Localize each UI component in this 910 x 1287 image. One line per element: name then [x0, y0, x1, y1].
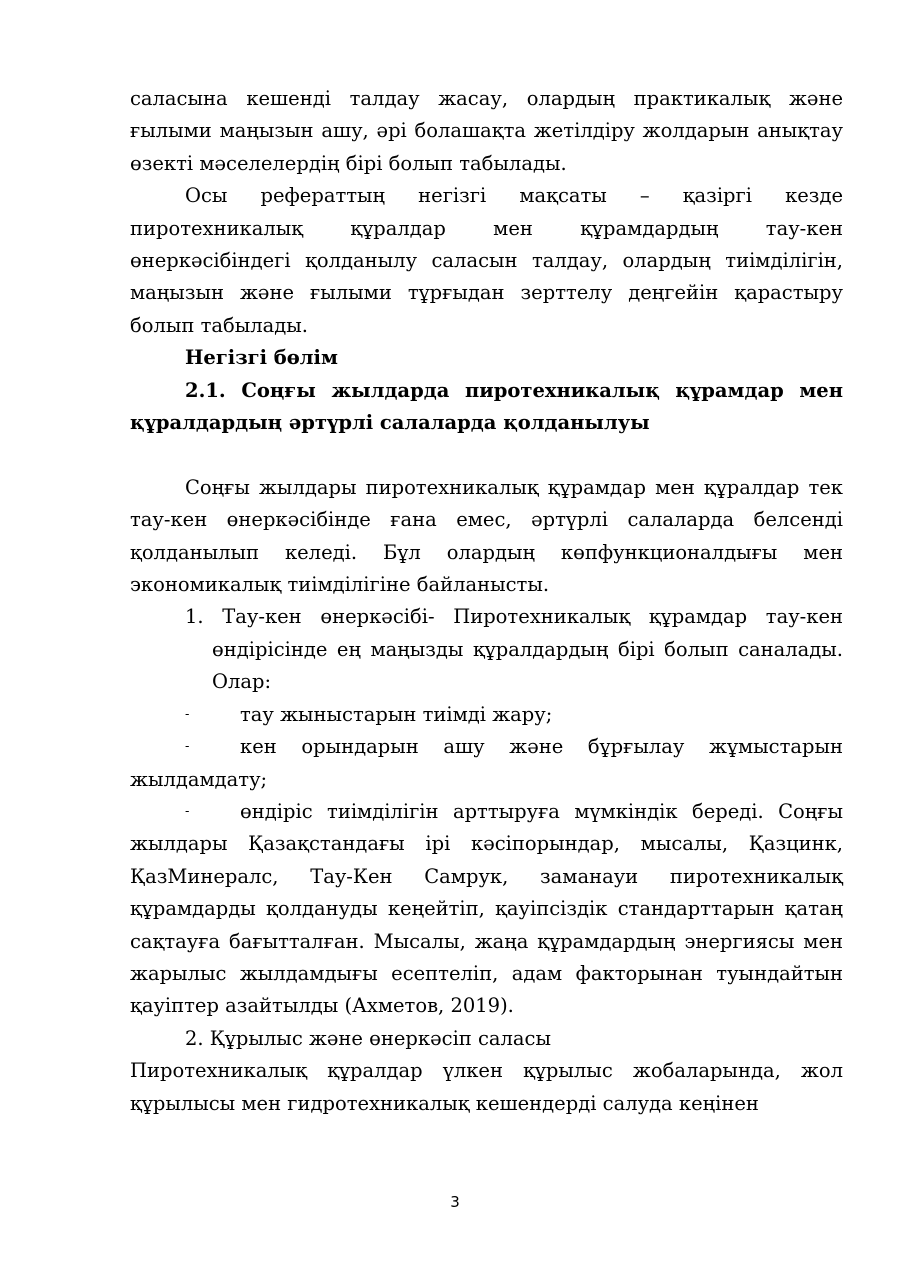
dash-item-drilling	[130, 731, 843, 796]
paragraph-construction: Пиротехникалық құралдар үлкен құрылыс жобаларында, жол құрылысы мен гидротехникалық кешендерді салуда кеңінен	[130, 1059, 843, 1115]
paragraph-recent-years: Соңғы жылдары пиротехникалық құрамдар мен құралдар тек тау-кен өнеркәсібінде ғана емес, әртүрлі салаларда белсенді қолданылып келеді. Бұл олардың көпфункционалдығы мен экономикалық тиімділігіне байланысты.	[130, 475, 843, 597]
heading-section-2-1: 2.1. Соңғы жылдарда пиротехникалық құрамдар мен құралдардың әртүрлі салаларда қолданылуы	[130, 378, 843, 435]
document-page	[130, 83, 843, 1120]
paragraph-purpose: Осы рефераттың негізгі мақсаты – қазіргі кезде пиротехникалық құралдар мен құрамдардың тау-кен өнеркәсібіндегі қолданылу саласын талдау, олардың тиімділігін, маңызын және ғылыми тұрғыдан зерттелу деңгейін қарастыру болып табылады.	[130, 184, 843, 337]
numbered-item-mining: 1. Тау-кен өнеркәсібі- Пиротехникалық құрамдар тау-кен өндірісінде ең маңызды құралдардың бірі болып саналады. Олар:	[185, 605, 843, 694]
dash-item-text: өндіріс тиімділігін арттыруға мүмкіндік береді. Соңғы жылдары Қазақстандағы ірі кәсіпорындар, мысалы, Қазцинк, ҚазМинералс, Тау-Кен Самрук, заманауи пиротехникалық құрамдарды қолдануды кеңейтіп, қауіпсіздік стандарттарын қатаң сақтауға бағытталған. Мысалы, жаңа құрамдардың энергиясы мен жарылыс жылдамдығы есептеліп, адам факторынан туындайтын қауіптер азайтылды (Ахметов, 2019).	[130, 799, 843, 1018]
dash-item-text: кен орындарын ашу және бұрғылау жұмыстарын жылдамдату;	[130, 735, 843, 791]
dash-marker: -	[185, 706, 190, 722]
page-number: 3	[450, 1193, 460, 1211]
paragraph-intro-continuation: саласына кешенді талдау жасау, олардың практикалық және ғылыми маңызын ашу, әрі болашақта жетілдіру жолдарын анықтау өзекті мәселелердің бірі болып табылады.	[130, 87, 843, 175]
dash-item-efficiency	[130, 796, 843, 1023]
dash-item-rock-blasting	[130, 699, 843, 731]
blank-line	[130, 439, 843, 471]
dash-marker: -	[185, 739, 190, 755]
dash-marker: -	[185, 803, 190, 819]
numbered-item-construction: 2. Құрылыс және өнеркәсіп саласы	[185, 1026, 551, 1050]
dash-item-text: тау жыныстарын тиімді жару;	[240, 702, 553, 726]
heading-main-part: Негізгі бөлім	[185, 346, 338, 370]
